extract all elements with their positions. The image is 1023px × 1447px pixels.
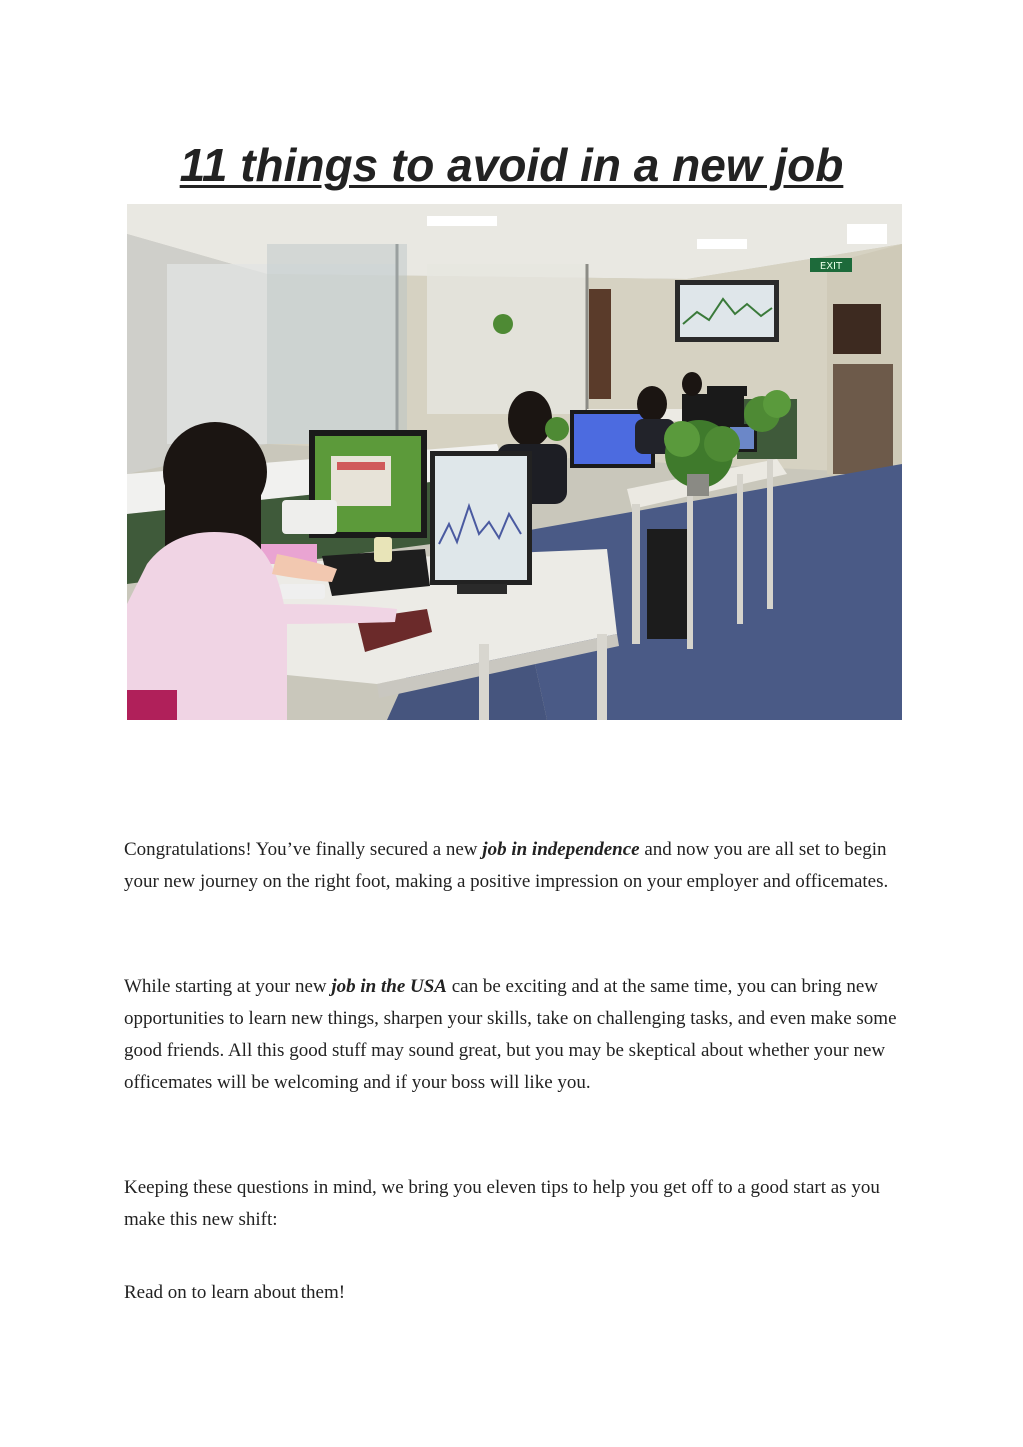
tips-paragraph: Keeping these questions in mind, we bring you eleven tips to help you get off to a good start as you make this new shift: — [124, 1177, 880, 1230]
p2-text-after: can be exciting and at the same time, you can bring new opportunities to learn new things, sharpen your skills, take on challenging tasks, and even make some good friends. All this good stuff may sound great, but you may be skeptical about whether your new officemates will be welcoming and if your boss will like you. — [124, 976, 897, 1093]
office-photo — [127, 204, 902, 720]
job-in-independence-link-text: job in independence — [482, 839, 640, 860]
read-on-paragraph: Read on to learn about them! — [124, 1282, 346, 1303]
exit-sign-text: EXIT — [819, 261, 843, 272]
p1-text-after: and now you are all set to begin your new journey on the right foot, making a positive impression on your employer and officemates. — [124, 839, 889, 892]
intro-paragraph — [124, 834, 904, 898]
usa-paragraph — [124, 971, 904, 1099]
p2-text-before: While starting at your new — [124, 976, 332, 997]
p1-text-before: Congratulations! You’ve finally secured a new — [124, 839, 483, 860]
page-title: 11 things to avoid in a new job — [179, 139, 844, 191]
job-in-the-usa-text: job in the USA — [331, 976, 447, 997]
